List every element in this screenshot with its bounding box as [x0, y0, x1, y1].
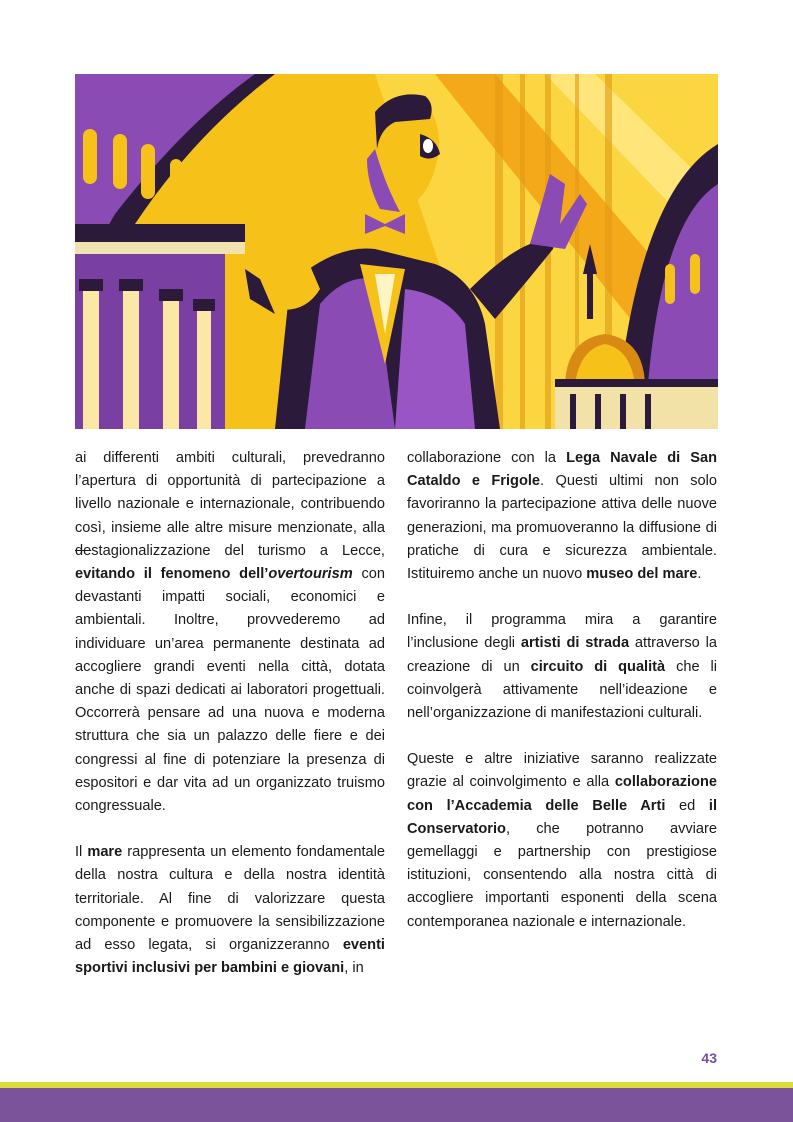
text-run: Infine, il programma mira a garantire l’inclusione degli	[407, 612, 717, 652]
bold-text: museo del mare	[586, 566, 698, 583]
text-run: attraverso la creazione di un	[407, 635, 717, 675]
text-run: rappresenta un elemento fondamentale della nostra cultura e della nostra identità territoriale. Al fine di valorizzare questa componente e promuovere la sensibilizzazione ad esso legata, si organizzeranno	[75, 844, 385, 954]
text-run: , in	[344, 960, 364, 977]
bold-text: mare	[87, 844, 123, 861]
bold-text: circuito di qualità	[530, 658, 666, 675]
text-run: , che potranno avviare gemellaggi e partnership con prestigiose istituzioni, consentendo alla nostra città di accogliere importanti esponenti della scena contemporanea nazionale e internazionale.	[407, 820, 717, 930]
paragraph	[75, 447, 385, 818]
text-run: che li coinvolgerà attivamente nell’ideazione e nell’organizzazione di manifestazioni culturali.	[407, 658, 717, 722]
paragraph	[75, 841, 385, 980]
bold-text: evitando il fenomeno dell’	[75, 566, 269, 583]
text-run: stagionalizzazione del turismo a Lecce,	[91, 542, 385, 559]
paragraph	[407, 609, 717, 725]
paragraph	[407, 447, 717, 586]
bold-text: collaborazione con l’Accademia delle Belle Arti	[407, 774, 717, 814]
text-run: . Questi ultimi non solo favoriranno la partecipazione attiva delle nuove generazioni, ma promuoveranno la diffusione di pratiche di cura e sicurezza ambientale. Istituiremo anche un nuovo	[407, 473, 717, 583]
text-run: .	[697, 566, 702, 583]
footer-bar	[0, 1088, 793, 1122]
text-run: ai differenti ambiti culturali, prevedranno l’apertura di opportunità di partecipazione a livello nazionale e internazionale, contribuendo così, insieme alle altre misure menzionate, alla	[75, 450, 385, 536]
paragraph	[407, 748, 717, 934]
bold-italic-text: overtourism	[268, 566, 353, 583]
bold-text: il Conservatorio	[407, 797, 717, 837]
text-run: collaborazione con la	[407, 450, 567, 466]
strikethrough-text: de	[75, 542, 92, 559]
text-run: con devastanti impatti sociali, economici e ambientali. Inoltre, provvederemo ad individuare un’area permanente destinata ad accogliere grandi eventi nella città, dotata anche di spazi dedicati ai laboratori progettuali. Occorrerà pensare ad una nuova e moderna struttura che sia un palazzo delle fiere e dei congressi al fine di potenziare la presenza di espositori e dar vita ad un organizzato truismo congressuale.	[75, 566, 386, 815]
bold-text: artisti di strada	[520, 635, 630, 652]
text-run: ed	[665, 797, 709, 814]
text-column-right	[407, 447, 717, 957]
bold-text: Lega Navale di San Cataldo e Frigole	[407, 450, 717, 490]
bold-text: eventi sportivi inclusivi per bambini e giovani	[75, 937, 385, 977]
text-run: Queste e altre iniziative saranno realizzate grazie al coinvolgimento e alla	[407, 751, 717, 791]
hero-illustration	[75, 74, 718, 429]
opera-singer-illustration	[75, 74, 718, 429]
text-run: Il	[75, 844, 88, 861]
page-number: 43	[701, 1050, 717, 1066]
text-column-left	[75, 447, 385, 1003]
